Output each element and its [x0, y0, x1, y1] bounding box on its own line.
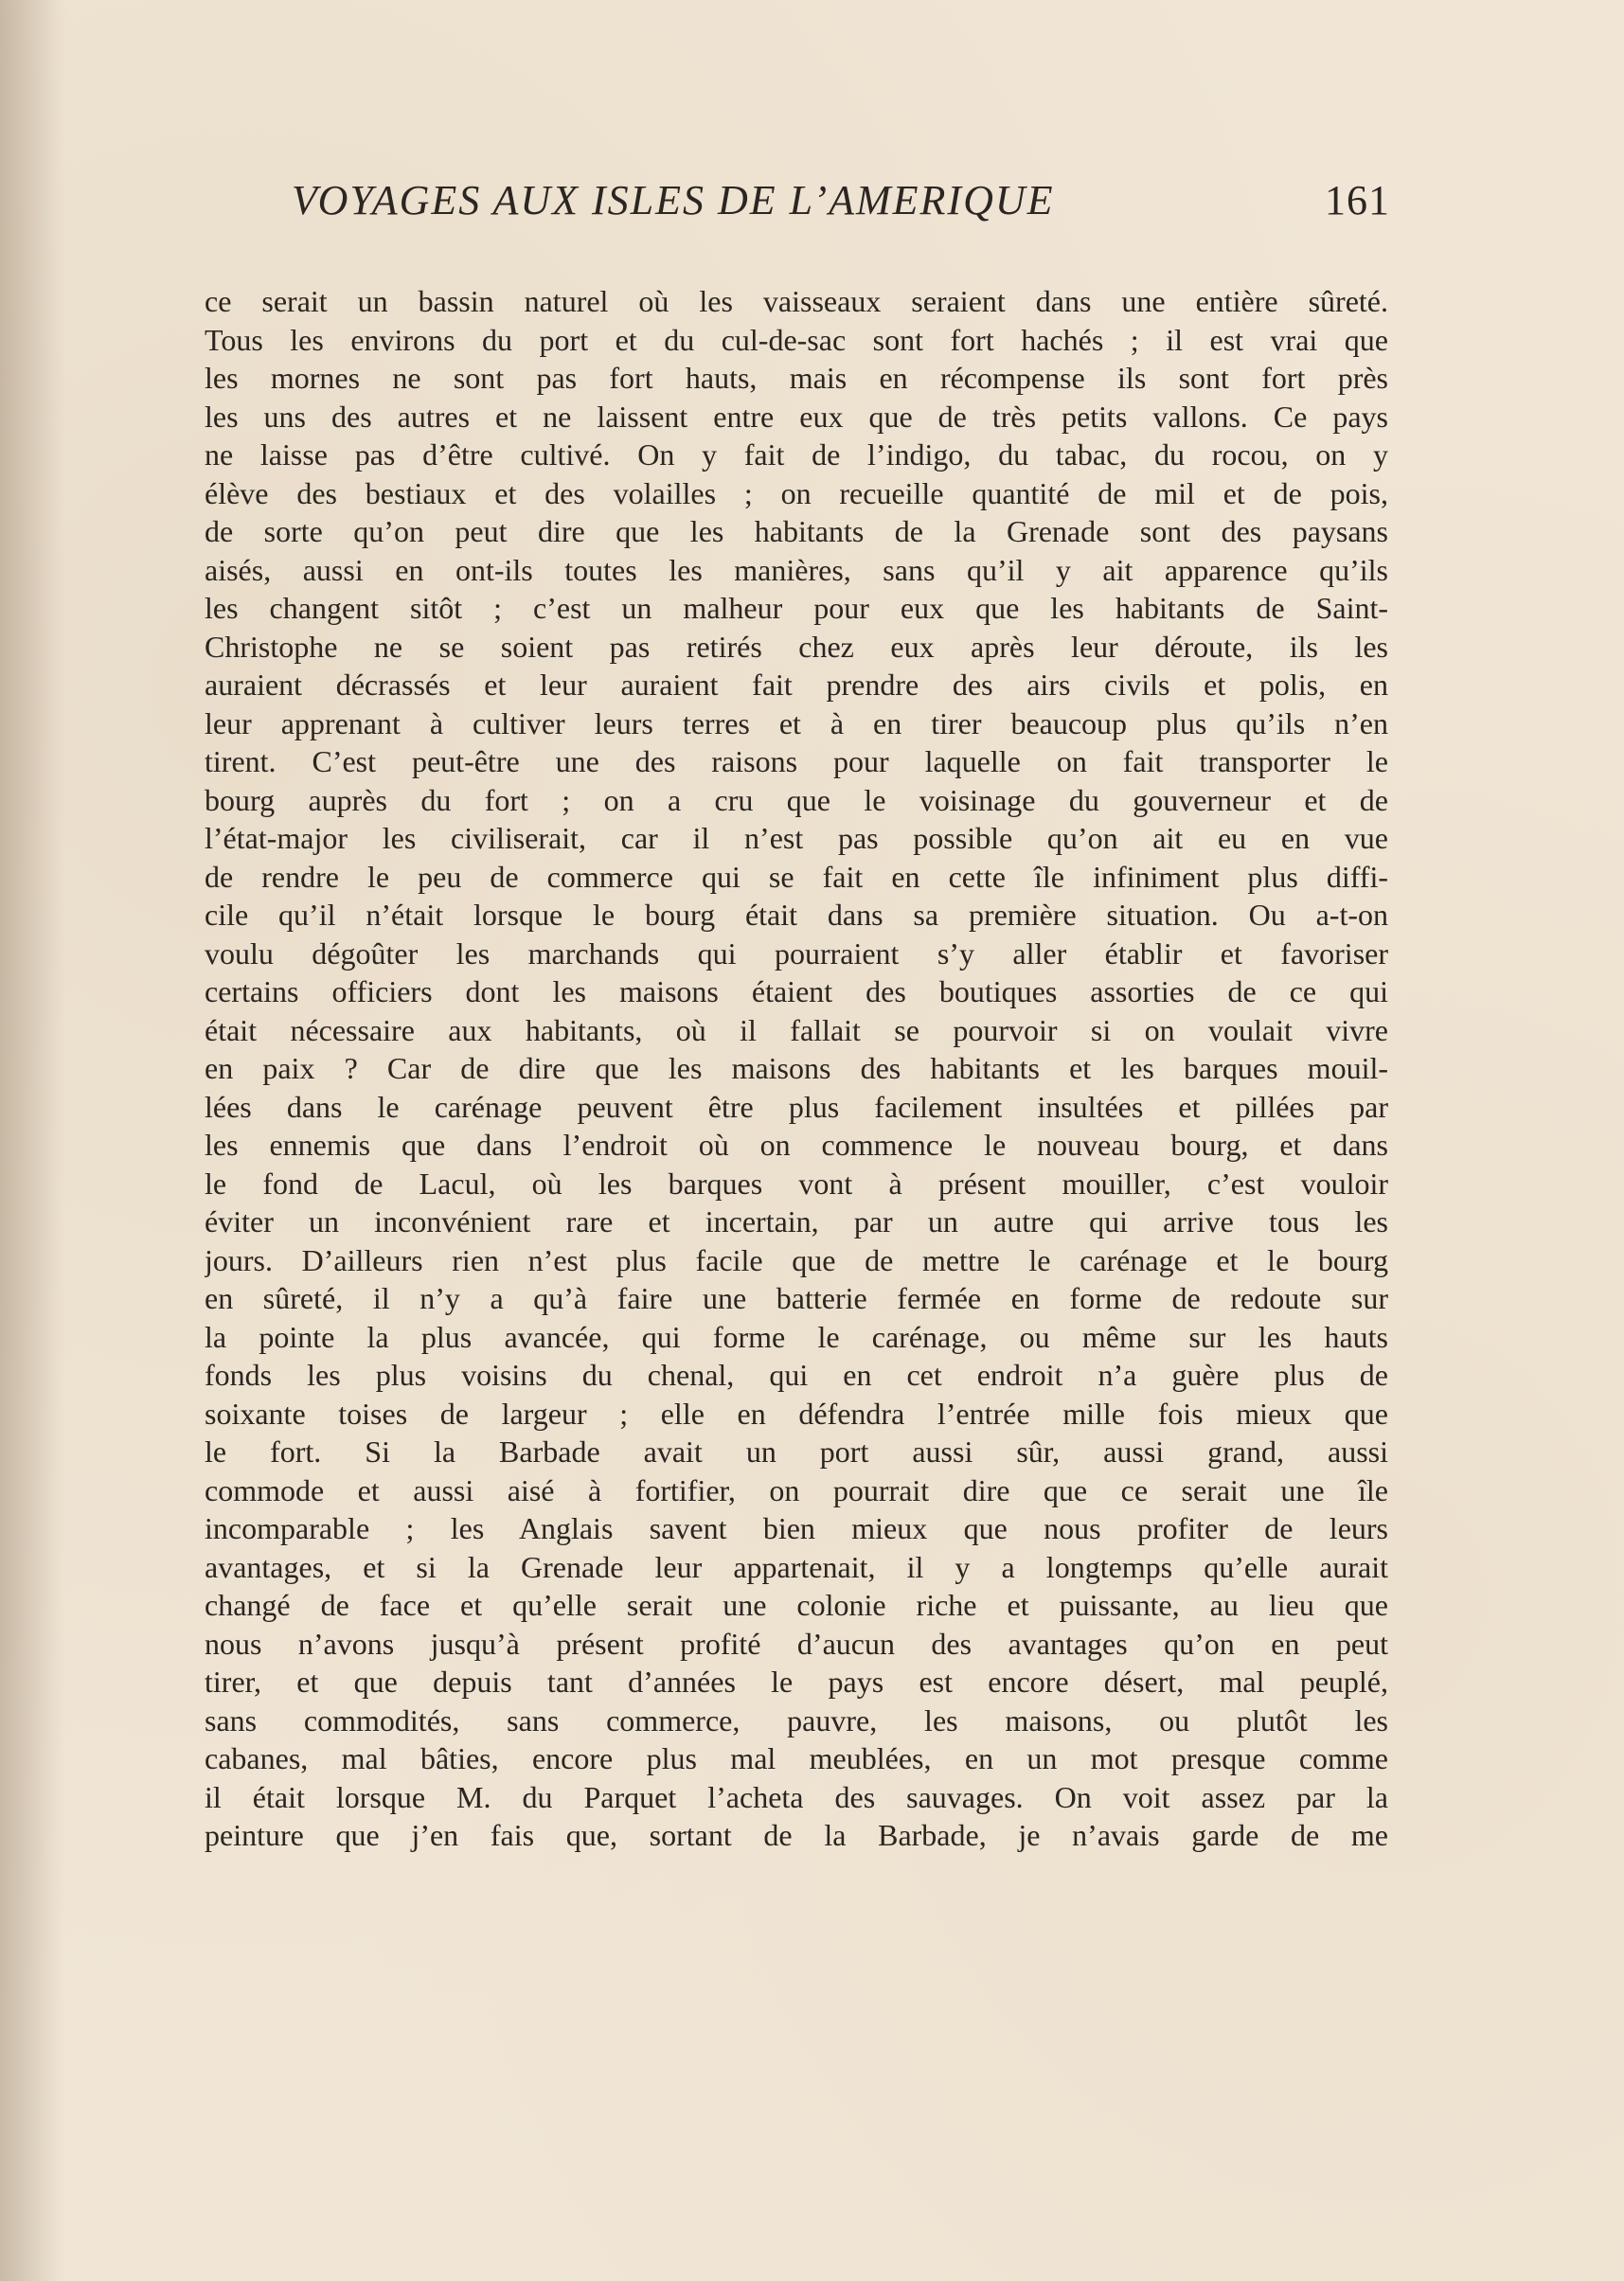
text-line: changé de face et qu’elle serait une colonie riche et puissante, au lieu que — [205, 1588, 1388, 1622]
text-line: tirent. C’est peut-être une des raisons pour laquelle on fait transporter le — [205, 744, 1388, 778]
text-line: nous n’avons jusqu’à présent profité d’aucun des avantages qu’on en peut — [205, 1626, 1388, 1661]
text-line: peinture que j’en fais que, sortant de la Barbade, je n’avais garde de me — [205, 1818, 1388, 1852]
text-line: éviter un inconvénient rare et incertain, par un autre qui arrive tous les — [205, 1204, 1388, 1239]
text-line: commode et aussi aisé à fortifier, on pourrait dire que ce serait une île — [205, 1472, 1388, 1507]
text-line: aisés, aussi en ont-ils toutes les manières, sans qu’il y ait apparence qu’ils — [205, 552, 1388, 587]
text-line: la pointe la plus avancée, qui forme le carénage, ou même sur les hauts — [205, 1319, 1388, 1354]
text-line: cile qu’il n’était lorsque le bourg était dans sa première situation. Ou a-t-on — [205, 898, 1388, 932]
text-line: de rendre le peu de commerce qui se fait en cette île infiniment plus diffi- — [205, 859, 1388, 894]
text-line: avantages, et si la Grenade leur appartenait, il y a longtemps qu’elle aurait — [205, 1549, 1388, 1584]
running-head — [292, 176, 1390, 233]
text-line: cabanes, mal bâties, encore plus mal meublées, en un mot presque comme — [205, 1741, 1388, 1775]
text-line: en sûreté, il n’y a qu’à faire une batterie fermée en forme de redoute sur — [205, 1281, 1388, 1315]
text-line: de sorte qu’on peut dire que les habitants de la Grenade sont des paysans — [205, 514, 1388, 548]
text-line: les ennemis que dans l’endroit où on commence le nouveau bourg, et dans — [205, 1128, 1388, 1162]
text-line: sans commodités, sans commerce, pauvre, les maisons, ou plutôt les — [205, 1702, 1388, 1737]
text-line: ne laisse pas d’être cultivé. On y fait de l’indigo, du tabac, du rocou, on y — [205, 437, 1388, 472]
body-text — [205, 282, 1388, 1855]
text-line: les mornes ne sont pas fort hauts, mais en récompense ils sont fort près — [205, 361, 1388, 395]
text-line: il était lorsque M. du Parquet l’acheta des sauvages. On voit assez par la — [205, 1779, 1388, 1814]
text-line: auraient décrassés et leur auraient fait prendre des airs civils et polis, en — [205, 668, 1388, 702]
text-line: le fort. Si la Barbade avait un port aussi sûr, aussi grand, aussi — [205, 1435, 1388, 1469]
text-line: en paix ? Car de dire que les maisons des habitants et les barques mouil- — [205, 1051, 1388, 1085]
text-line: ce serait un bassin naturel où les vaisseaux seraient dans une entière sûreté. — [205, 284, 1388, 318]
text-line: Christophe ne se soient pas retirés chez eux après leur déroute, ils les — [205, 629, 1388, 664]
text-line: tirer, et que depuis tant d’années le pays est encore désert, mal peuplé, — [205, 1665, 1388, 1699]
text-line: le fond de Lacul, où les barques vont à présent mouiller, c’est vouloir — [205, 1166, 1388, 1201]
text-line: voulu dégoûter les marchands qui pourraient s’y aller établir et favoriser — [205, 936, 1388, 971]
text-line: incomparable ; les Anglais savent bien mieux que nous profiter de leurs — [205, 1511, 1388, 1545]
text-line: lées dans le carénage peuvent être plus facilement insultées et pillées par — [205, 1089, 1388, 1124]
text-line: élève des bestiaux et des volailles ; on recueille quantité de mil et de pois, — [205, 475, 1388, 510]
text-line: certains officiers dont les maisons étaient des boutiques assorties de ce qui — [205, 974, 1388, 1008]
text-line: leur apprenant à cultiver leurs terres et à en tirer beaucoup plus qu’ils n’en — [205, 705, 1388, 740]
page-edge-shadow — [0, 0, 66, 2281]
text-line: bourg auprès du fort ; on a cru que le voisinage du gouverneur et de — [205, 782, 1388, 817]
text-line: soixante toises de largeur ; elle en défendra l’entrée mille fois mieux que — [205, 1396, 1388, 1431]
text-line: l’état-major les civiliserait, car il n’est pas possible qu’on ait eu en vue — [205, 821, 1388, 855]
text-line: les uns des autres et ne laissent entre eux que de très petits vallons. Ce pays — [205, 399, 1388, 434]
page-number: 161 — [1325, 177, 1390, 223]
text-line: jours. D’ailleurs rien n’est plus facile que de mettre le carénage et le bourg — [205, 1242, 1388, 1277]
text-line: les changent sitôt ; c’est un malheur pour eux que les habitants de Saint- — [205, 591, 1388, 625]
text-line: Tous les environs du port et du cul-de-sac sont fort hachés ; il est vrai que — [205, 322, 1388, 357]
text-line: fonds les plus voisins du chenal, qui en cet endroit n’a guère plus de — [205, 1358, 1388, 1392]
text-line: était nécessaire aux habitants, où il fallait se pourvoir si on voulait vivre — [205, 1012, 1388, 1047]
running-head-title: VOYAGES AUX ISLES DE L’AMERIQUE — [292, 177, 1055, 223]
